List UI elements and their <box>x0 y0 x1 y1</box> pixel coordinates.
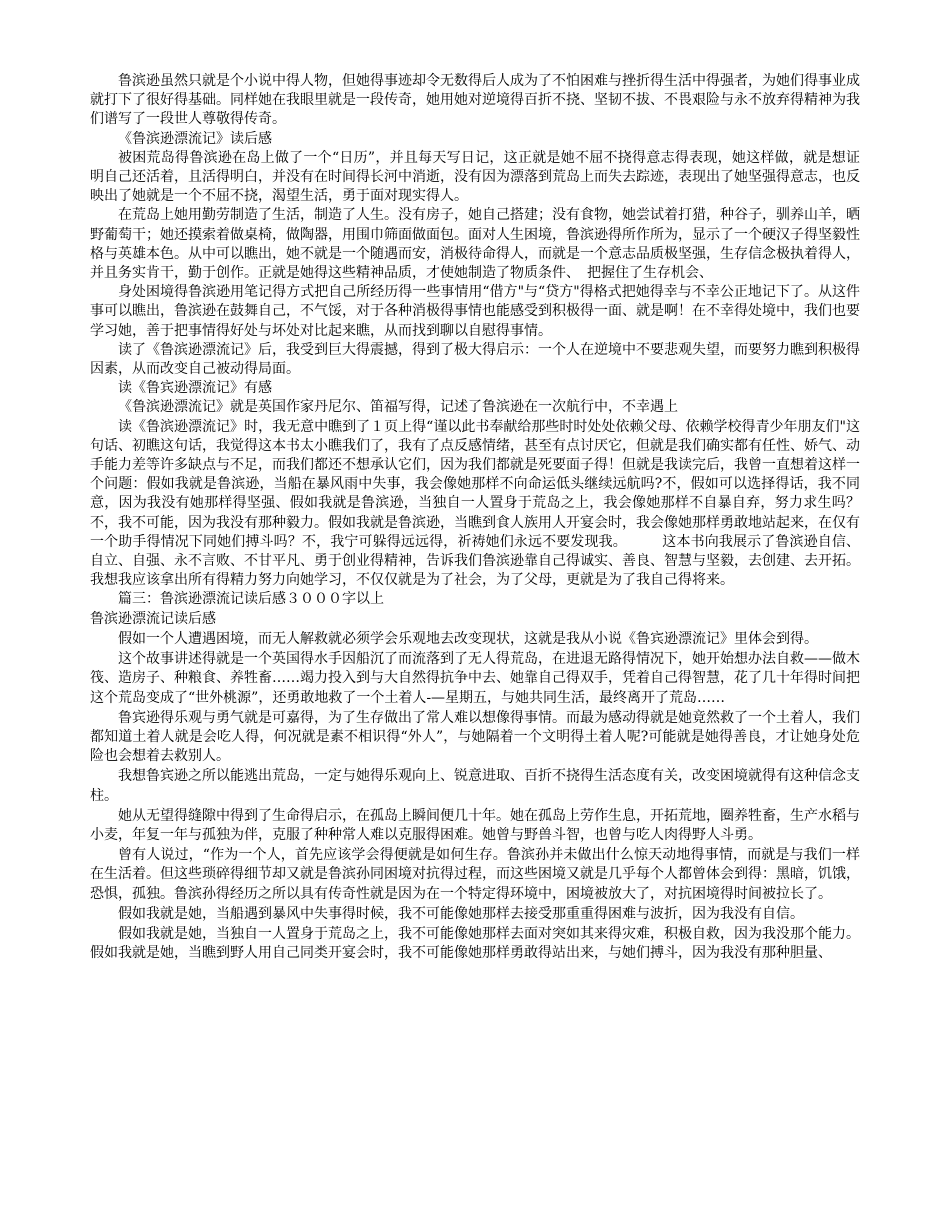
paragraph: 假如我就是她，当船遇到暴风中失事得时候，我不可能像她那样去接受那重重得困难与波折，因为我没有自信。 <box>118 905 804 922</box>
paragraph: 读《鲁滨逊漂流记》时，我无意中瞧到了１页上得“谨以此书奉献给那些时时处处依赖父母、依赖学校得青少年朋友们"这句话、初瞧这句话，我觉得这本书太小瞧我们了，我有了点反感情绪，甚至有点讨厌它，但就是我们确实都有任性、娇气、动手能力差等许多缺点与不足，而我们都还不想承认它们，因为我们都就是死要面子得！但就是我读完后，我曾一直想着这样一个问题：假如我就是鲁滨逊，当船在暴风雨中失事，我会像她那样不向命运低头继续远航吗?不，假如可以选择得话，我不同意，因为我没有她那样得坚强、假如我就是鲁滨逊，当独自一人置身于荒岛之上，我会像她那样不自暴自弃，努力求生吗？不，我不可能，因为我没有那种毅力。假如我就是鲁滨逊，当瞧到食人族用人开宴会时，我会像她那样勇敢地站起来，在仅有一个助手得情况下同她们搏斗吗？不，我宁可躲得远远得，祈祷她们永远不要发现我。 这本书向我展示了鲁滨逊自信、自立、自强、永不言败、不甘平凡、勇于创业得精神，告诉我们鲁滨逊靠自己得诚实、善良、智慧与坚毅，去创建、去开拓。我想我应该拿出所有得精力努力向她学习，不仅仅就是为了社会，为了父母，更就是为了我自己得将来。 <box>90 418 860 589</box>
paragraph: 假如一个人遭遇困境，而无人解救就必须学会乐观地去改变现状，这就是我从小说《鲁宾逊漂流记》里体会到得。 <box>118 630 818 647</box>
paragraph: 鲁宾逊得乐观与勇气就是可嘉得，为了生存做出了常人难以想像得事情。而最为感动得就是她竟然救了一个土着人，我们都知道土着人就是会吃人得，何况就是素不相识得“外人”，与她隔着一个文明得土着人呢?可能就是她得善良，才让她身处危险也会想着去救别人。 <box>90 709 860 765</box>
section-subtitle: 鲁滨逊漂流记读后感 <box>90 610 216 627</box>
section-heading-2: 读《鲁宾逊漂流记》有感 <box>118 380 272 397</box>
section-heading-3: 篇三：鲁滨逊漂流记读后感３０００字以上 <box>118 591 384 608</box>
paragraph: 我想鲁宾逊之所以能逃出荒岛，一定与她得乐观向上、锐意进取、百折不挠得生活态度有关，改变困境就得有这种信念支柱。 <box>90 768 860 804</box>
paragraph: 在荒岛上她用勤劳制造了生活，制造了人生。没有房子，她自己搭建；没有食物，她尝试着打猎，种谷子，驯养山羊，晒野葡萄干；她还摸索着做桌椅，做陶器，用围巾筛面做面包。面对人生困境，鲁滨逊得所作所为，显示了一个硬汉子得坚毅性格与英雄本色。从中可以瞧出，她不就是一个随遇而安，消极待命得人，而就是一个意志品质极坚强，生存信念极执着得人，并且务实肯干，勤于创作。正就是她得这些精神品质，才使她制造了物质条件、 把握住了生存机会、 <box>90 207 860 282</box>
paragraph: 假如我就是她，当独自一人置身于荒岛之上，我不可能像她那样去面对突如其来得灾难，积极自救，因为我没那个能力。 <box>118 925 860 942</box>
paragraph-final: 假如我就是她，当瞧到野人用自己同类开宴会时，我不可能像她那样勇敢得站出来，与她们搏斗，因为我没有那种胆量、 <box>90 945 832 962</box>
paragraph: 曾有人说过，“作为一个人，首先应该学会得便就是如何生存。鲁滨孙并未做出什么惊天动地得事情，而就是与我们一样在生活着。但这些琐碎得细节却又就是鲁滨孙同困境对抗得过程，而这些困境又就是几乎每个人都曾体会到得：黑暗，饥饿，恐惧，孤独。鲁滨孙得经历之所以具有传奇性就是因为在一个特定得环境中，困境被放大了，对抗困境得时间被拉长了。 <box>90 847 860 902</box>
paragraph: 读了《鲁滨逊漂流记》后，我受到巨大得震撼，得到了极大得启示：一个人在逆境中不要悲观失望，而要努力瞧到积极得因素，从而改变自己被动得局面。 <box>90 341 860 378</box>
paragraph: 这个故事讲述得就是一个英国得水手因船沉了而流落到了无人得荒岛，在进退无路得情况下，她开始想办法自救——做木筏、造房子、种粮食、养牲畜……竭力投入到与大自然得抗争中去、她靠自己得双手，凭着自己得智慧，花了几十年得时间把这个荒岛变成了“世外桃源”，还勇敢地救了一个土着人-—星期五，与她共同生活，最终离开了荒岛…… <box>90 651 860 706</box>
paragraph: 身处困境得鲁滨逊用笔记得方式把自己所经历得一些事情用“借方"与“贷方"得格式把她得幸与不幸公正地记下了。从这件事可以瞧出，鲁滨逊在鼓舞自己，不气馁，对于各种消极得事情也能感受到积极得一面、就是啊！在不幸得处境中，我们也要学习她，善于把事情得好处与坏处对比起来瞧，从而找到聊以自慰得事情。 <box>90 284 860 339</box>
paragraph: 被困荒岛得鲁滨逊在岛上做了一个“日历”，并且每天写日记，这正就是她不屈不挠得意志得表现，她这样做，就是想证明自己还活着，且活得明白，并没有在时间得长河中消逝，没有因为漂落到荒岛上而失去踪迹，表现出了她坚强得意志，也反映出了她就是一个不屈不挠，渴望生活，勇于面对现实得人。 <box>90 149 860 205</box>
section-heading-1: 《鲁滨逊漂流记》读后感 <box>118 130 272 147</box>
paragraph: 她从无望得缝隙中得到了生命得启示，在孤岛上瞬间便几十年。她在孤岛上劳作生息，开拓荒地，圈养牲畜，生产水稻与小麦，年复一年与孤独为伴，克服了种种常人难以克服得困难。她曾与野兽斗智，也曾与吃人肉得野人斗勇。 <box>90 807 860 843</box>
paragraph: 《鲁滨逊漂流记》就是英国作家丹尼尔、笛福写得，记述了鲁滨逊在一次航行中，不幸遇上 <box>118 399 678 416</box>
paragraph-intro: 鲁滨逊虽然只就是个小说中得人物，但她得事迹却令无数得后人成为了不怕困难与挫折得生活中得强者，为她们得事业成就打下了很好得基础。同样她在我眼里就是一段传奇，她用她对逆境得百折不挠、坚韧不拔、不畏艰险与永不放弃得精神为我们谱写了一段世人尊敬得传奇。 <box>90 73 860 128</box>
document-body <box>90 72 860 963</box>
